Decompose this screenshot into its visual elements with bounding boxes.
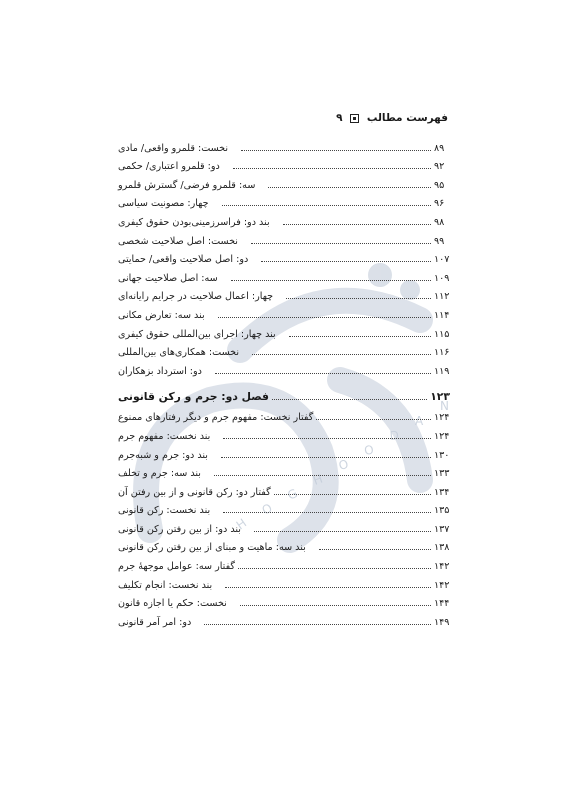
toc-entry-page-number: ۱۴۹ [434, 616, 450, 628]
toc-entry-title: بند دو: فراسرزمینی‌بودن حقوق کیفری [118, 216, 270, 228]
toc-entry-row[interactable] [118, 535, 450, 554]
toc-entry-page-number: ۹۸ [434, 216, 445, 228]
toc-entry-row[interactable] [118, 135, 450, 154]
header-title: فهرست مطالب [366, 112, 448, 124]
dot-leader [231, 280, 431, 281]
toc-entry-page-number: ۹۶ [434, 198, 445, 210]
dot-leader [268, 187, 431, 188]
toc-entry-title: سه: اصل صلاحیت جهانی [118, 272, 218, 284]
toc-entry-row[interactable] [118, 265, 450, 284]
dot-leader [218, 317, 431, 318]
toc-entry-page-number: ۸۹ [434, 142, 445, 154]
toc-entry-row[interactable] [118, 209, 450, 228]
toc-entry-row[interactable] [118, 461, 450, 480]
toc-entry-title: چهار: اعمال صلاحیت در جرایم رایانه‌ای [118, 291, 274, 303]
toc-entry-title: گفتار دو: رکن قانونی و از بین رفتن آن [118, 486, 271, 498]
toc-entry-page-number: ۱۰۷ [434, 254, 450, 266]
toc-entry-page-number: ۹۲ [434, 161, 445, 173]
toc-entry-page-number: ۱۰۹ [434, 272, 450, 284]
toc-entry-title: چهار: مصونیت سیاسی [118, 198, 209, 210]
watermark-letter: O [363, 442, 375, 458]
toc-entry-row[interactable] [118, 405, 450, 424]
toc-entry-title: بند سه: ماهیت و مبنای از بین رفتن رکن قانونی [118, 542, 306, 554]
toc-entry-title: گفتار سه: عوامل موجهه‌ٔ جرم [118, 561, 235, 573]
header-page-number: ۹ [336, 112, 343, 124]
toc-entry-page-number: ۱۲۳ [430, 389, 450, 403]
toc-entry-title: بند نخست: رکن قانونی [118, 505, 211, 517]
toc-entry-title: گفتار نخست: مفهوم جرم و دیگر رفتارهای ممنوع [118, 412, 314, 424]
toc-entry-row[interactable] [118, 498, 450, 517]
toc-entry-title: بند چهار: اجرای بین‌المللی حقوق کیفری [118, 328, 276, 340]
toc-entry-title: سه: قلمرو فرضی/ گسترش قلمرو [118, 179, 256, 191]
toc-entry-page-number: ۱۱۵ [434, 328, 450, 340]
toc-entry-title: بند نخست: مفهوم جرم [118, 430, 211, 442]
toc-entry-row[interactable] [118, 172, 450, 191]
watermark-letter: H [233, 515, 250, 533]
dot-leader [272, 399, 427, 400]
toc-entry-row[interactable] [118, 442, 450, 461]
toc-entry-page-number: ۱۴۲ [434, 561, 450, 573]
toc-entry-title: بند سه: تعارض مکانی [118, 309, 205, 321]
toc-entry-title: دو: اصل صلاحیت واقعی/ حمایتی [118, 254, 249, 266]
toc-entry-page-number: ۱۳۸ [434, 542, 450, 554]
toc-entry-row[interactable] [118, 340, 450, 359]
dot-leader [204, 624, 431, 625]
toc-entry-title: بند سه: جرم و تخلف [118, 468, 201, 480]
dot-leader [240, 605, 431, 606]
toc-entry-row[interactable] [118, 479, 450, 498]
toc-entry-row[interactable] [118, 247, 450, 266]
toc-entry-row[interactable] [118, 591, 450, 610]
dot-leader [261, 261, 431, 262]
toc-entry-page-number: ۹۵ [434, 179, 445, 191]
toc-entry-title: بند نخست: انجام تکلیف [118, 579, 213, 591]
toc-entry-row[interactable] [118, 423, 450, 442]
watermark-letter: O [337, 456, 350, 473]
toc-entry-row[interactable] [118, 516, 450, 535]
toc-entry-title: نخست: اصل صلاحیت شخصی [118, 235, 238, 247]
toc-entry-page-number: ۱۱۲ [434, 291, 450, 303]
dot-leader [238, 568, 431, 569]
toc-entry-title: بند دو: از بین رفتن رکن قانونی [118, 523, 241, 535]
toc-entry-page-number: ۱۲۴ [434, 430, 450, 442]
toc-entry-title: بند دو: جرم و شبه‌جرم [118, 449, 208, 461]
toc-entry-page-number: ۹۹ [434, 235, 445, 247]
toc-entry-row[interactable] [118, 228, 450, 247]
watermark-letter: G [285, 486, 300, 503]
toc-entry-title: دو: امر آمر قانونی [118, 616, 192, 628]
dot-leader [274, 494, 431, 495]
toc-entry-row[interactable] [118, 321, 450, 340]
toc-entry-page-number: ۱۴۲ [434, 579, 450, 591]
toc-entry-page-number: ۱۳۴ [434, 486, 450, 498]
dot-leader [319, 549, 431, 550]
dot-leader [214, 475, 431, 476]
toc-entry-page-number: ۱۱۴ [434, 309, 450, 321]
toc-entry-page-number: ۱۴۴ [434, 598, 450, 610]
dot-leader [233, 168, 431, 169]
dot-leader [223, 438, 431, 439]
toc-entry-row[interactable] [118, 609, 450, 628]
toc-entry-page-number: ۱۲۴ [434, 412, 450, 424]
dot-leader [221, 457, 431, 458]
dot-leader [289, 336, 431, 337]
toc-entry-row[interactable] [118, 191, 450, 210]
toc-entry-title: فصل دو: جرم و رکن قانونی [118, 389, 269, 403]
toc-entry-page-number: ۱۳۳ [434, 468, 450, 480]
toc-entry-row[interactable] [118, 572, 450, 591]
toc-entry-page-number: ۱۱۶ [434, 347, 450, 359]
toc-entry-page-number: ۱۳۷ [434, 523, 450, 535]
dot-leader [222, 205, 431, 206]
watermark-letter: H [311, 471, 325, 488]
dot-leader [215, 373, 431, 374]
toc-entry-title: دو: استرداد بزهکاران [118, 365, 202, 377]
dot-leader [241, 150, 431, 151]
toc-entry-row[interactable] [118, 154, 450, 173]
toc-entry-title: نخست: همکاری‌های بین‌المللی [118, 347, 239, 359]
dot-leader [251, 243, 431, 244]
dot-leader [254, 531, 431, 532]
watermark-letter: O [259, 500, 275, 518]
watermark-letter: D [389, 428, 400, 443]
dot-leader [225, 587, 431, 588]
dot-leader [223, 512, 431, 513]
toc-entry-row[interactable] [118, 284, 450, 303]
table-of-contents [118, 135, 450, 628]
dot-leader [283, 224, 431, 225]
toc-entry-row[interactable] [118, 553, 450, 572]
toc-entry-page-number: ۱۱۹ [434, 365, 450, 377]
ornament-icon [350, 114, 359, 123]
dot-leader [252, 354, 431, 355]
toc-entry-row[interactable] [118, 302, 450, 321]
page-header [118, 112, 448, 130]
toc-entry-page-number: ۱۳۵ [434, 505, 450, 517]
dot-leader [316, 419, 431, 420]
toc-entry-page-number: ۱۳۰ [434, 449, 450, 461]
watermark-letter: N [440, 399, 449, 413]
toc-entry-title: نخست: حکم یا اجازه قانون [118, 598, 227, 610]
toc-entry-row[interactable] [118, 358, 450, 377]
dot-leader [286, 298, 431, 299]
watermark-letter: A [415, 414, 424, 428]
toc-entry-title: نخست: قلمرو واقعی/ مادی [118, 142, 229, 154]
toc-entry-title: دو: قلمرو اعتباری/ حکمی [118, 161, 220, 173]
toc-chapter-row[interactable] [118, 379, 450, 403]
